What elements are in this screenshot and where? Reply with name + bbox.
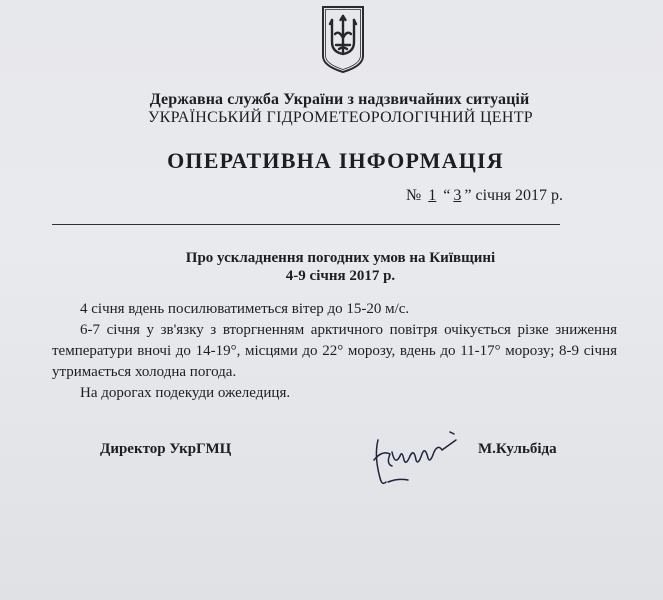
date-day-value: 3 [453, 187, 462, 204]
divider-line [52, 224, 560, 225]
paragraph: На дорогах подекуди ожеледиця. [80, 385, 291, 401]
handwritten-signature [368, 420, 468, 492]
organization-name: Державна служба України з надзвичайних ситуацій [149, 91, 530, 108]
trident-coat-of-arms-icon [320, 4, 366, 74]
document-reference [406, 187, 563, 205]
document-body [52, 299, 617, 404]
date-day: “ 3 ” [443, 187, 472, 204]
organization-subdivision: УКРАЇНСЬКИЙ ГІДРОМЕТЕОРОЛОГІЧНИЙ ЦЕНТР [147, 109, 534, 126]
paragraph: 6-7 січня у зв'язку з вторгненням арктичного повітря очікується різке зниження температури вночі до 14-19°, місцями до 22° морозу, вдень до 11-17° морозу; 8-9 січня утримається холодна погода. [52, 322, 617, 380]
signatory-name: М.Кульбіда [478, 441, 557, 457]
subject-heading: Про ускладнення погодних умов на Київщині [185, 250, 496, 266]
document-title: ОПЕРАТИВНА ІНФОРМАЦІЯ [167, 148, 504, 173]
subject-dates: 4-9 січня 2017 р. [285, 268, 396, 284]
date-month-year: січня 2017 р. [475, 187, 563, 204]
signatory-position: Директор УкрГМЦ [100, 441, 232, 457]
paragraph: 4 січня вдень посилюватиметься вітер до 15-20 м/с. [80, 301, 410, 317]
number-sign: № [406, 187, 422, 204]
document-number: 1 [428, 187, 437, 204]
